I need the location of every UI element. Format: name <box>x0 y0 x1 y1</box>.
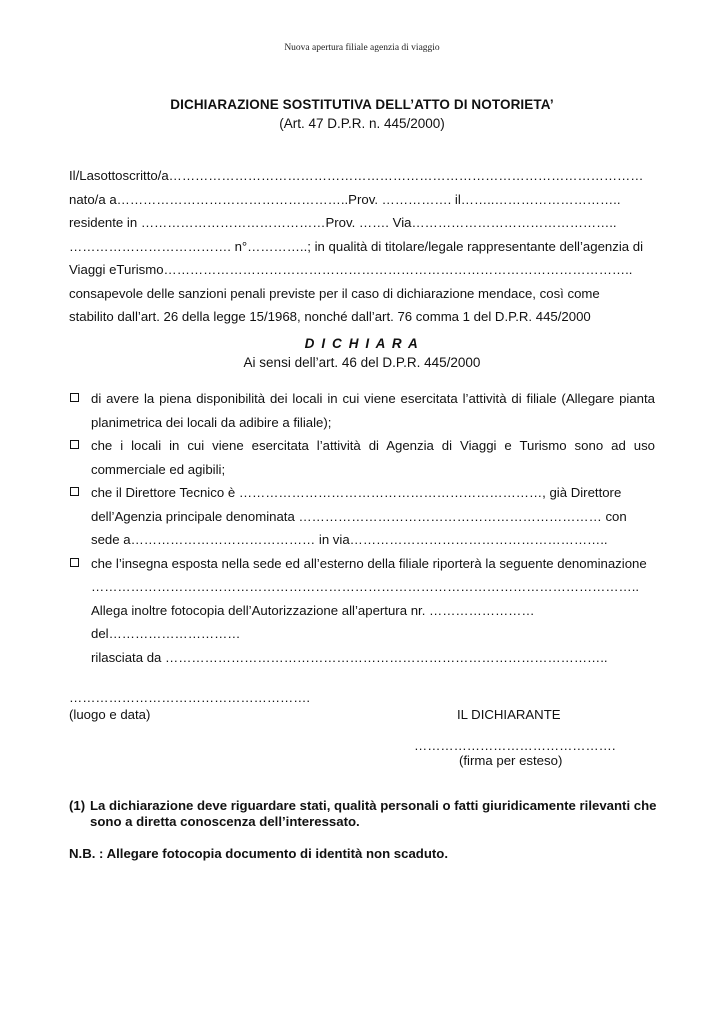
item-sign-line: che l’insegna esposta nella sede ed all’esterno della filiale riporterà la seguente denominazione <box>91 555 647 571</box>
footnote <box>69 798 669 830</box>
intro-line-name: Il/Lasottoscritto/a……………………………………………………………………………………………… <box>69 168 644 183</box>
intro-line-legal-ref: stabilito dall’art. 26 della legge 15/1968, nonché dall’art. 76 comma 1 del D.P.R. 445/2000 <box>69 309 591 324</box>
item-attachment-line <box>91 599 655 623</box>
intro-line-residence: residente in ……………………………………Prov. ……. Via……………………………………….. <box>69 215 617 230</box>
nb-note: N.B. : Allegare fotocopia documento di identità non scaduto. <box>69 846 449 861</box>
checkbox-icon[interactable] <box>70 440 79 449</box>
document-title: DICHIARAZIONE SOSTITUTIVA DELL’ATTO DI NOTORIETA’ <box>170 97 554 112</box>
declaration-list <box>69 387 655 669</box>
signature-label: (firma per esteso) <box>459 753 563 768</box>
list-item <box>69 481 655 552</box>
checkbox-icon[interactable] <box>70 393 79 402</box>
declaration-subheading: Ai sensi dell’art. 46 del D.P.R. 445/2000 <box>243 355 481 370</box>
intro-line-agency: Viaggi eTurismo…………………………………………………………………………………………….. <box>69 262 633 277</box>
signature-field: ………………………………………. <box>414 738 616 753</box>
intro-line-birth: nato/a a……………………………………………..Prov. ……………. il……..……………………….. <box>69 191 621 207</box>
attachment-word: dell’Autorizzazione <box>228 602 339 618</box>
list-item <box>69 434 655 481</box>
item-text: di avere la piena disponibilità dei locali in cui viene esercitata l’attività di filiale (Allegare pianta planimetrica dei locali da adibire a filiale); <box>91 391 655 430</box>
attachment-word: fotocopia <box>170 602 225 618</box>
document-subtitle: (Art. 47 D.P.R. n. 445/2000) <box>279 116 445 131</box>
intro-line-role: ………………………………. n°…………..; in qualità di titolare/legale rappresentante dell’agenzia di <box>69 238 644 254</box>
place-date-label: (luogo e data) <box>69 707 151 722</box>
running-header: Nuova apertura filiale agenzia di viaggio <box>284 43 440 53</box>
attachment-word: …………………… <box>429 602 535 618</box>
intro-line-awareness: consapevole delle sanzioni penali previste per il caso di dichiarazione mendace, così come <box>69 285 600 301</box>
attachment-word: Allega <box>91 602 128 618</box>
declarant-label: IL DICHIARANTE <box>457 707 561 722</box>
attachment-word: nr. <box>410 602 426 618</box>
list-item <box>69 387 655 434</box>
declarant-details <box>69 164 655 329</box>
attachment-word: inoltre <box>131 602 168 618</box>
attachment-word: all’apertura <box>341 602 408 618</box>
item-director-line: che il Direttore Tecnico è ……………………………………………………………, già Direttore <box>91 485 622 500</box>
footnote-text: La dichiarazione deve riguardare stati, qualità personali o fatti giuridicamente rilevanti che sono a diretta conoscenza dell’interessato. <box>90 798 657 829</box>
item-agency-line: dell’Agenzia principale denominata …………………………………………………………… con <box>91 508 627 524</box>
item-address-line: sede a…………………………………… in via………………………………………………….. <box>91 532 608 547</box>
checkbox-icon[interactable] <box>70 487 79 496</box>
declaration-heading: D I C H I A R A <box>304 336 420 351</box>
place-date-field: ………………………………………………. <box>69 690 311 705</box>
item-issued-by-line: rilasciata da ……………………………………………………………………………………….. <box>91 649 608 665</box>
item-text: che i locali in cui viene esercitata l’attività di Agenzia di Viaggi e Turismo sono ad uso commerciale ed agibili; <box>91 438 655 477</box>
item-date-line: del………………………… <box>91 626 241 641</box>
footnote-number: (1) <box>69 798 86 813</box>
checkbox-icon[interactable] <box>70 558 79 567</box>
item-denomination-line: …………………………………………………………………………………………………………….. <box>91 579 640 594</box>
list-item <box>69 552 655 670</box>
